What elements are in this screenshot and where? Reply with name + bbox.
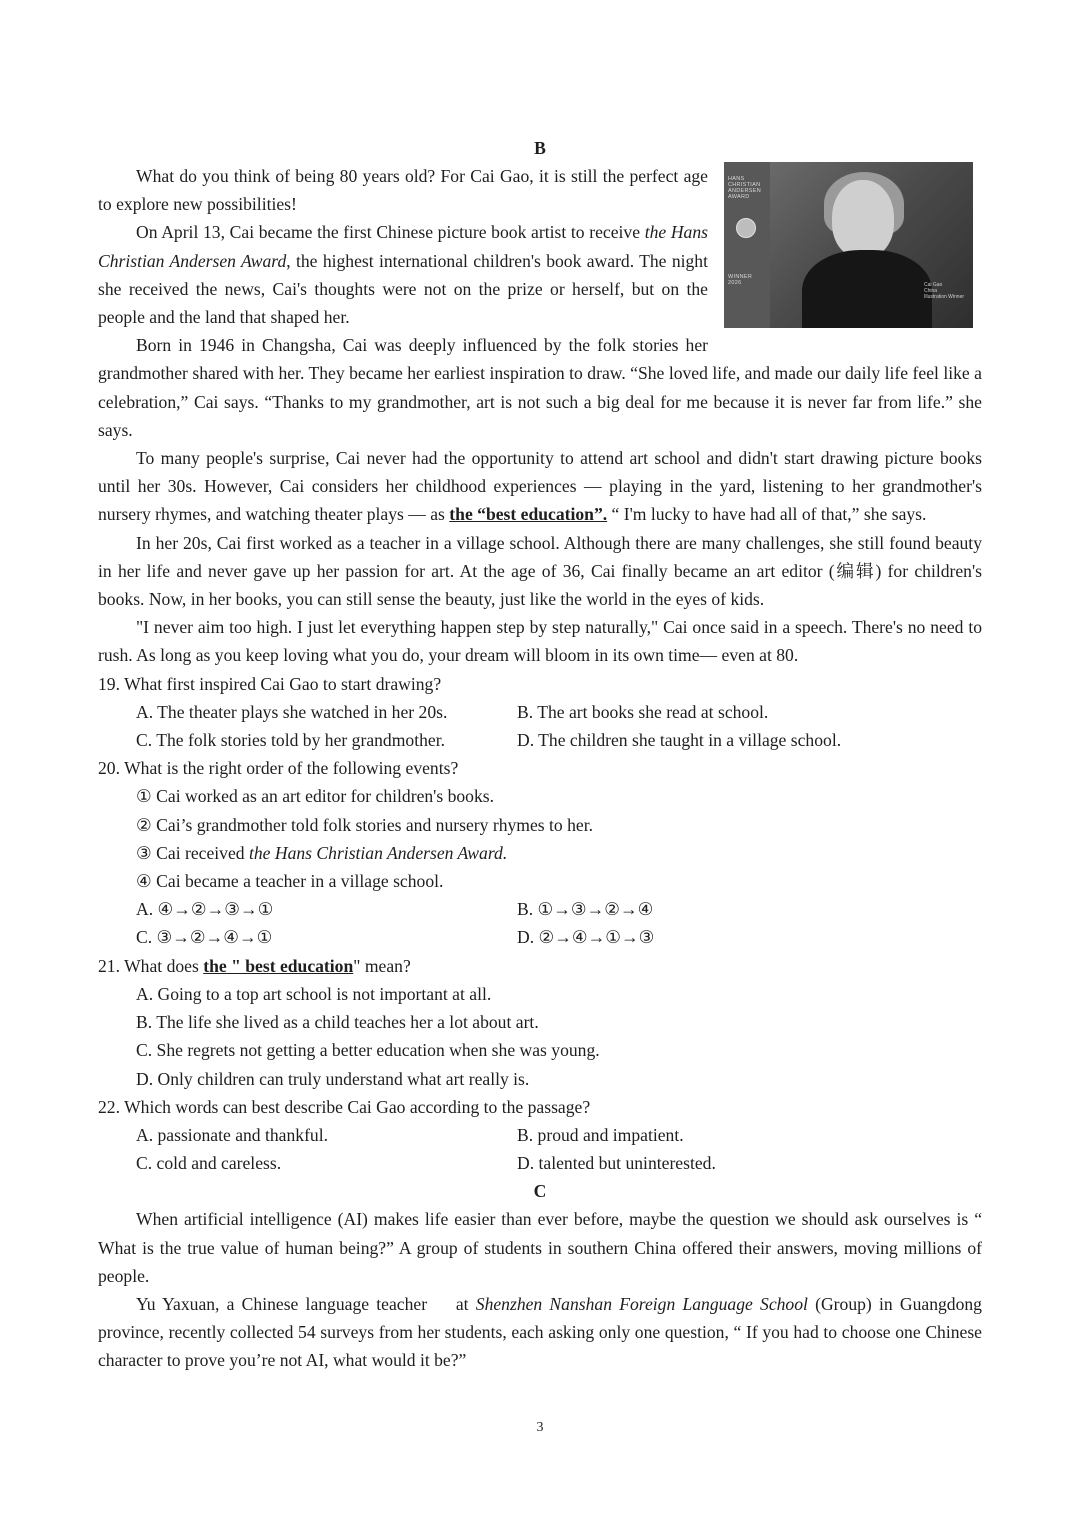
q20-option-a: A. ④→②→③→① bbox=[136, 899, 274, 920]
q20-option-c: C. ③→②→④→① bbox=[136, 927, 273, 948]
school-name: Shenzhen Nanshan Foreign Language School bbox=[475, 1293, 808, 1314]
question-20 bbox=[98, 754, 982, 951]
photo-caption bbox=[924, 282, 964, 300]
medal-icon bbox=[736, 218, 756, 238]
award-line: HANS bbox=[728, 176, 745, 182]
q22-option-d: D. talented but uninterested. bbox=[517, 1153, 716, 1174]
award-panel-text bbox=[728, 176, 761, 200]
paragraph-b1: What do you think of being 80 years old? For Cai Gao, it is still the perfect age to explore new possibilities! bbox=[98, 166, 708, 215]
best-education-phrase: the “best education”. bbox=[449, 504, 608, 525]
q19-option-a: A. The theater plays she watched in her 20s. bbox=[136, 701, 448, 722]
text-span: Yu Yaxuan, a Chinese language teacher at bbox=[136, 1293, 476, 1314]
q22-option-c: C. cold and careless. bbox=[136, 1153, 282, 1174]
question-21-stem bbox=[98, 952, 982, 980]
award-line: AWARD bbox=[728, 194, 750, 200]
q20-event-1: ① Cai worked as an art editor for children's books. bbox=[136, 786, 495, 807]
caption-line: China bbox=[924, 288, 938, 294]
q21-option-b: B. The life she lived as a child teaches her a lot about art. bbox=[136, 1012, 539, 1033]
options-row bbox=[98, 1149, 982, 1177]
paragraph-b4 bbox=[98, 444, 982, 529]
paragraph-b6: "I never aim too high. I just let everything happen step by step naturally," Cai once said in a speech. There's no need to rush. As long as you keep loving what you do, your dream will bloom in its own time— even at 80. bbox=[98, 617, 982, 666]
q19-option-c: C. The folk stories told by her grandmother. bbox=[136, 730, 445, 751]
section-c-heading: C bbox=[533, 1181, 547, 1202]
text-span: ③ Cai received bbox=[136, 842, 249, 863]
question-20-stem: 20. What is the right order of the following events? bbox=[98, 758, 459, 779]
q22-option-a: A. passionate and thankful. bbox=[136, 1124, 329, 1145]
options-row bbox=[98, 923, 982, 951]
page-number: 3 bbox=[536, 1420, 544, 1435]
options-row bbox=[98, 895, 982, 923]
options-row bbox=[98, 726, 982, 754]
award-line: ANDERSEN bbox=[728, 188, 761, 194]
q20-event-2: ② Cai’s grandmother told folk stories and nursery rhymes to her. bbox=[136, 814, 593, 835]
portrait-face bbox=[832, 180, 894, 258]
paragraph-c2 bbox=[98, 1290, 982, 1375]
winner-line: WINNER bbox=[728, 274, 753, 280]
section-b-heading: B bbox=[534, 138, 546, 158]
award-winner-text bbox=[728, 274, 752, 286]
q19-option-b: B. The art books she read at school. bbox=[517, 701, 769, 722]
text-span: , the highest international children's book award. The night she received the news, Cai's thoughts were not on the prize or herself, but on the people and the land that shaped her. bbox=[98, 250, 708, 328]
q19-option-d: D. The children she taught in a village school. bbox=[517, 730, 842, 751]
text-span: “ I'm lucky to have had all of that,” she says. bbox=[607, 504, 927, 525]
best-education-phrase: the " best education bbox=[203, 955, 354, 976]
question-22 bbox=[98, 1093, 982, 1178]
question-21 bbox=[98, 952, 982, 1093]
section-b bbox=[98, 134, 982, 1375]
winner-line: 2026 bbox=[728, 280, 742, 286]
section-c bbox=[98, 1177, 982, 1374]
options-row bbox=[98, 1121, 982, 1149]
question-19 bbox=[98, 670, 982, 755]
paragraph-b3: Born in 1946 in Changsha, Cai was deeply influenced by the folk stories her grandmother shared with her. They became her earliest inspiration to draw. “She loved life, and made our daily life feel like a celebration,” Cai says. “Thanks to my grandmother, art is not such a big deal for me because it is never far from life.” she says. bbox=[98, 335, 982, 440]
paragraph-b5: In her 20s, Cai first worked as a teacher in a village school. Although there are many challenges, she still found beauty in her life and never gave up her passion for art. At the age of 36, Cai finally became an art editor (编辑) for children's books. Now, in her books, you can still sense the beauty, just like the world in the eyes of kids. bbox=[98, 532, 982, 610]
caption-line: Illustration Winner bbox=[924, 294, 965, 300]
paragraph-c1: When artificial intelligence (AI) makes life easier than ever before, maybe the question we should ask ourselves is “ What is the true value of human being?” A group of students in southern China offered their answers, moving millions of people. bbox=[98, 1209, 982, 1286]
text-span: To many people's surprise, Cai never had the opportunity to attend art school and didn't start drawing picture books until her 30s. However, Cai considers her childhood experiences — playing in the yard, listening to her grandmother's nursery rhymes, and watching theater plays — as bbox=[98, 448, 982, 525]
q20-option-b: B. ①→③→②→④ bbox=[517, 899, 654, 920]
options-row bbox=[98, 698, 982, 726]
q20-option-d: D. ②→④→①→③ bbox=[517, 927, 655, 948]
question-19-stem: 19. What first inspired Cai Gao to start drawing? bbox=[98, 673, 442, 694]
text-span: (Group) in Guangdong province, recently collected 54 surveys from her students, each asking only one question, “ If you had to choose one Chinese character to prove you’re not AI, what would it be?” bbox=[98, 1293, 982, 1371]
text-span: On April 13, Cai became the first Chinese picture book artist to receive bbox=[136, 222, 645, 243]
text-span: 21. What does bbox=[98, 955, 204, 976]
q22-option-b: B. proud and impatient. bbox=[517, 1124, 684, 1145]
q21-option-a: A. Going to a top art school is not important at all. bbox=[136, 983, 492, 1004]
text-span: " mean? bbox=[353, 955, 411, 976]
caption-line: Cai Gao bbox=[924, 282, 943, 288]
award-name: the Hans Christian Andersen Award. bbox=[248, 842, 508, 863]
q20-event-3 bbox=[98, 839, 982, 867]
cai-gao-award-photo bbox=[724, 162, 973, 328]
portrait-body bbox=[802, 250, 932, 328]
award-line: CHRISTIAN bbox=[728, 182, 761, 188]
q21-option-d: D. Only children can truly understand what art really is. bbox=[136, 1068, 530, 1089]
question-22-stem: 22. Which words can best describe Cai Gao according to the passage? bbox=[98, 1096, 591, 1117]
award-name: the Hans Christian Andersen Award bbox=[98, 222, 708, 271]
q21-option-c: C. She regrets not getting a better education when she was young. bbox=[136, 1040, 600, 1061]
q20-event-4: ④ Cai became a teacher in a village school. bbox=[136, 871, 444, 892]
